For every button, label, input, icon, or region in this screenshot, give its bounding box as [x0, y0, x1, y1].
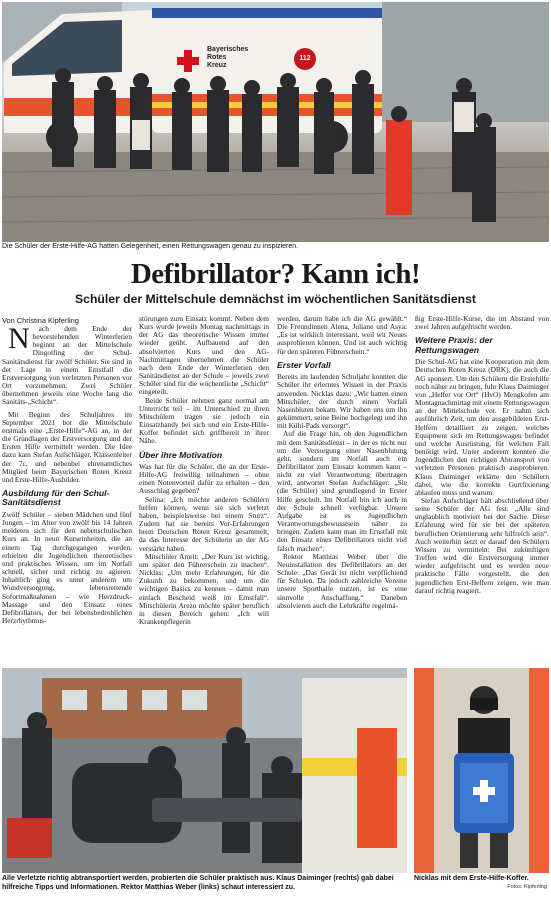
section-heading: Weitere Praxis: der Rettungswagen	[415, 335, 493, 355]
dropcap: N	[8, 325, 30, 355]
ambulance-sign-line: Rotes	[207, 54, 227, 61]
paragraph: Stefan Aufschläger hält abschließend über seine Schüler der AG fest: „Alle sind unglaublich motiviert bei der Sache. Diese Erfahrung wird für sie bei der späteren beruflichen Orientierung sehr hilfreich sein“. Auch weiterhin setzt er darauf den Schülern Wissen zu vermitteln: Bei zukünftigen Treffen wird die Erstversorgung immer wieder aufgefrischt und es werden neue praktische Fälle vorgestellt, die den jugendlichen Erst-Helfern zeigen, wie man darauf richtig reagiert.	[415, 495, 549, 595]
paragraph: Rektor Matthias Weber über die Neuinstallation des Defibrillators an der Schule: „Das Gerät ist nicht verpflichtend für Schulen. Da jedoch zahlreiche Vereine unsere Sporthalle nutzen, ist es eine sinnvolle Anschaffung.“ Daneben absolvieren auch die Lehrkräfte regelmä-	[277, 551, 407, 610]
paragraph: störungen zum Einsatz kommt. Neben dem Kurs wurde jeweils Montag nachmittags in der AG das theoretische Wissen immer wieder geübt. Aufbauend auf den absolvierten Kurs und den AG-Nachmittagen übernehmen die Schüler nach dem Ende der Winterferien den Sanitätsdienst an der Schule – jeweils zwei Schüler sind für die wöchentliche „Schicht“ eingeteilt.	[139, 315, 269, 397]
ambulance-sign-line: Bayerisches	[207, 46, 249, 53]
paragraph: Die Schul-AG hat eine Kooperation mit dem Deutschen Roten Kreuz (DRK), die auch die AG sponsert. Um den Schülern die Erstehilfe noch näher zu bringen, fuhr Klaus Daiminger von „Helfer vor Ort“ (HvO) Mengkofen am Montagnachmittag mit einem Rettungswagen an der Mittelschule vor. Er nahm sich ausführlich Zeit, um den ausgebildeten Erst-Helfern detailliert zu zeigen, welches Equipment sich im Rettungswagen befindet und welche Ausrüstung, für welchen Fall benötigt wird. Unter anderem konnten die Jugendlichen den richtigen Abtransport von verletzten Personen praktisch ausprobieren. Klaus Daiminger erklärte den Schülern dabei, wie die korrekte Gurtfixierung ablaufen muss und warum.	[415, 357, 549, 497]
paragraph: ßig Erste-Hilfe-Kurse, die im Abstand von zwei Jahren aufgefrischt werden.	[415, 315, 549, 332]
paragraph: Bereits im laufenden Schuljahr konnten die Schüler ihr erlerntes Wissen in der Praxis anwenden. Nicklas dazu: „Wir hatten einen Mitschüler, der durch einen Vorfall Nasenbluten bekam. Wir haben uns um ihn gekümmert, seine Beine hochgelegt und ihn mit Kühl-Pads versorgt“.	[277, 372, 407, 431]
article-column-1	[2, 325, 132, 665]
article-column-3	[277, 315, 407, 664]
paragraph	[2, 325, 132, 407]
bottom-right-photo-caption: Nicklas mit dem Erste-Hilfe-Koffer.	[414, 875, 529, 882]
paragraph: werden, darum habe ich die AG gewählt.“ Die Freundinnen Alena, Juliane und Asya: „Es ist wirklich interessant, weil wir Neues ausprobieren können. Und ist auch wichtig für den späteren Führerschein.“	[277, 315, 407, 356]
paragraph: Beide Schüler nehmen ganz normal am Unterricht teil – im Unterschied zu ihren Mitschülern tragen sie jedoch ein Einsatzhandy bei sich und ein Erste-Hilfe-Koffer befindet sich griffbereit in ihrer Nähe.	[139, 395, 269, 446]
section-heading: Ausbildung für den Schul-Sanitätsdienst	[2, 487, 110, 508]
paragraph: Mitschüler Amrit: „Der Kurs ist wichtig, um später den Führerschein zu machen“. Nicklas: „Um mehr Erfahrungen, für die Zukunft zu bekommen, und um die wichtigen Basics zu kennen – damit man einfach Bescheid weiß im Ernstfall“. Mitschülerin Arezo möchte später beruflich in diesen Bereich gehen: „Ich will Krankenpflegerin	[139, 551, 269, 626]
photo-credit: Fotos: Kipferling	[507, 884, 547, 890]
byline: Von Christina Kipferling	[2, 316, 79, 325]
paragraph: Was hat für die Schüler, die an der Erste-Hilfe-AG freiwillig teilnahmen – ohne einen Notenvorteil dafür zu erhalten – den Ausschlag gegeben?	[139, 462, 269, 496]
first-aid-case-illustration	[414, 668, 549, 873]
article-column-4	[415, 315, 549, 664]
paragraph: Auf die Frage hin, ob den Jugendlichen mit dem Sanitätsdienst – in der es nicht nur um die Versorgung einer Nasenblutung geht, sondern im Notfall auch ein Defibrillator zum Einsatz kommen kann – nicht zu viel Verantwortung übertragen wird, antwortet Stefan Aufschläger: „Sie (die Schüler) sind grundlegend in Erster Hilfe geschult. Im Notfall bin ich auch in der Schule schnell verfügbar. Unsere Aufgabe ist es Jugendlichen Verantwortungsbewusstsein näher zu bringen. Zudem kann man im Ernstfall mit den Einsatz eines Defibrillators nicht viel falsch machen“.	[277, 429, 407, 553]
emergency-number-badge: 112	[294, 48, 316, 70]
bottom-left-photo	[2, 668, 407, 873]
article-headline: Defibrillator? Kann ich!	[130, 258, 421, 290]
article-column-2	[139, 315, 269, 664]
paragraph: Zwölf Schüler – sieben Mädchen und fünf Jungen – im Alter von zwölf bis 14 Jahren meldeten sich für den nebenschulischen Kurs an. In neun Kurseinheiten, die an einem Tag durchgegangen wurden, erhielten die Jugendlichen theoretisches und praktisches Wissen, um im Notfall schnell, sicher und richtig zu agieren. Inhaltlich ging es unter anderem um Wundversorgung, lebensrettende Sofortmaßnahmen – wie Herzdruck-Massage und den Einsatz eines Defibrillators, der bei lebensbedrohlichen Herzrhythmus-	[2, 509, 132, 625]
top-photo	[2, 2, 549, 242]
bottom-left-photo-caption: Alle Verletzte richtig abtransportiert werden, probierten die Schüler praktisch aus. Klaus Daiminger (rechts) gab dabei hilfreiche Tipps und Informationen. Rektor Matthias Weber (links) schaut interessiert zu.	[2, 875, 394, 891]
ambulance-scene-illustration	[2, 2, 549, 242]
paragraph-text: ach dem Ende der bevorstehenden Winterferien beginnt an der Mittelschule Dingolfing der Schul-Sanitätsdienst für zwölf Schüler. Sie sind in der Lage in einem Ernstfall die Erstversorgung von verletzten Personen vor Ort vorzunehmen. Zwei Schüler übernehmen jeweils eine Woche lang die Sanitäts-„Schicht“.	[2, 325, 132, 407]
section-heading: Über ihre Motivation	[139, 449, 223, 460]
ambulance-sign	[207, 46, 248, 70]
stretcher-practice-illustration	[2, 668, 407, 873]
paragraph: Selina: „Ich möchte anderen Schülern helfen können, wenn sie sich verletzt haben, beispielsweise bei einem Sturz“. Zudem hat sie bereits Vor-Erfahrungen beim Deutschen Roten Kreuz gesammelt, da das Interesse der Schülerin an der AG verstärkt haben.	[139, 494, 269, 553]
top-photo-caption: Die Schüler der Erste-Hilfe-AG hatten Gelegenheit, einen Rettungswagen genau zu inspizieren.	[2, 243, 299, 250]
bottom-right-photo	[414, 668, 549, 873]
ambulance-sign-line: Kreuz	[207, 62, 227, 69]
paragraph: Mit Beginn des Schuljahres im September 2021 bot die Mittelschule erstmals eine „Erste-Hilfe“-AG an, in der die Grundlagen der Erstversorgung und der Ersten Hilfe vermittelt werden. Die Idee dazu kam Stefan Aufschläger, Klassenleiter der 7c, und nebenbei ehrenamtliches Mitglied beim Bayerischen Roten Kreuz und Erste-Hilfe-Ausbilder.	[2, 409, 132, 484]
section-heading: Erster Vorfall	[277, 359, 331, 370]
article-subheadline: Schüler der Mittelschule demnächst im wöchentlichen Sanitätsdienst	[75, 292, 476, 306]
